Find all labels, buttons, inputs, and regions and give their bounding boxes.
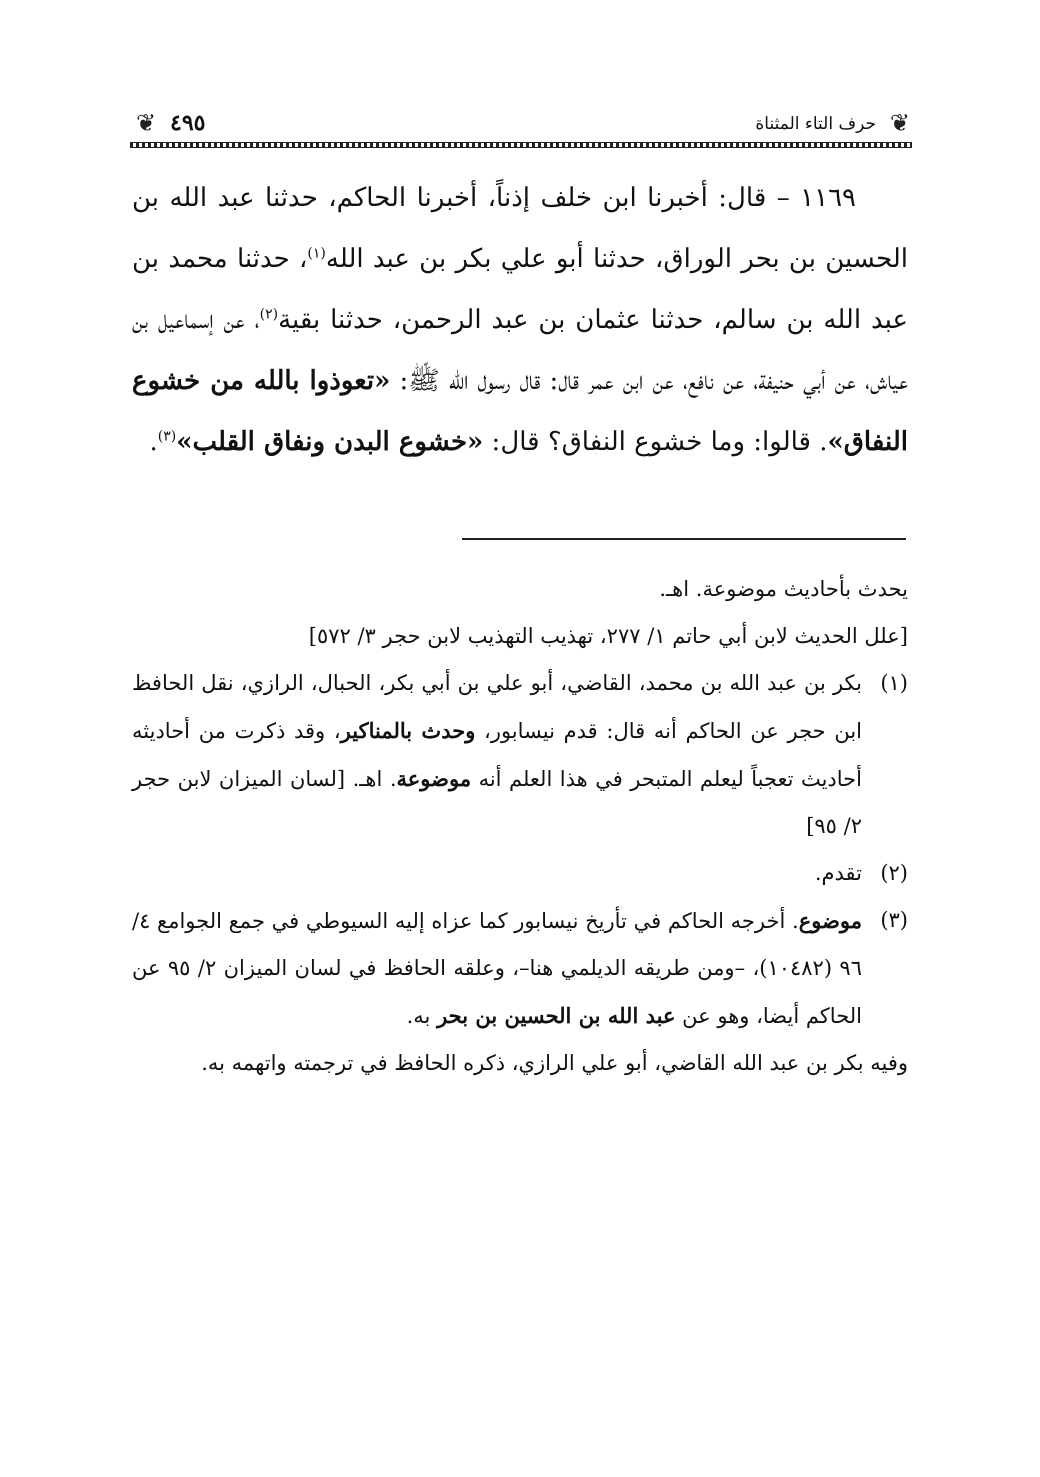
chapter-title: حرف التاء المثناة bbox=[755, 114, 876, 134]
footnote-divider bbox=[462, 538, 906, 540]
hadith-segment: ، حدثنا محمد بن عبد الله بن سالم، حدثنا عثمان بن عبد الرحمن، حدثنا بقية bbox=[132, 244, 908, 335]
continued-footnote-line: يحدث بأحاديث موضوعة. اهـ. bbox=[659, 577, 908, 601]
left-ornament-icon: ❦ bbox=[136, 109, 157, 137]
page-number: ٤٩٥ bbox=[170, 110, 206, 136]
footnote-2 bbox=[132, 850, 908, 897]
hadith-paragraph bbox=[132, 168, 908, 473]
footnote-emphasis: موضوعة bbox=[396, 766, 472, 791]
footnote-emphasis: وحدث بالمناكير bbox=[340, 718, 476, 743]
footnote-ref-2[interactable]: (٢) bbox=[259, 306, 279, 323]
footnote-text: به. bbox=[406, 1004, 438, 1028]
hadith-text bbox=[132, 168, 908, 473]
footnotes bbox=[132, 566, 908, 1087]
hadith-segment: ١١٦٩ – قال: أخبرنا ابن خلف إذناً، أخبرنا الحاكم، حدثنا عبد الله بن الحسين بن بحر الوراق، حدثنا أبو علي بكر بن عبد الله bbox=[132, 183, 908, 274]
hadith-segment: ، عن إسماعيل بن عياش، عن أبي حنيفة، عن نافع، عن ابن عمر قال: قال رسول الله ﷺ: bbox=[132, 305, 909, 396]
footnote-ref-3[interactable]: (٣) bbox=[157, 428, 177, 445]
footnote-text: . أخرجه الحاكم في تأريخ نيسابور كما عزاه إليه السيوطي في جمع الجوامع ٤/ ٩٦ (١٠٤٨٢)، –ومن طريقه الديلمي هنا–، وعلقه الحافظ في لسان الميزان ٢/ ٩٥ عن الحاكم أيضا، وهو عن bbox=[132, 909, 862, 1028]
right-ornament-icon: ❦ bbox=[889, 109, 910, 137]
footnote-1-number: (١) bbox=[880, 671, 908, 695]
footnote-text: بكر بن عبد الله بن محمد، القاضي، أبو علي بن أبي بكر، الحبال، الرازي، نقل الحافظ ابن حجر عن الحاكم أنه قال: قدم نيسابور، bbox=[132, 671, 862, 743]
footnote-3 bbox=[132, 897, 908, 1040]
footnote-verdict: موضوع bbox=[798, 908, 862, 933]
footnote-2-body: تقدم. bbox=[814, 861, 862, 885]
hadith-answer-quote: «خشوع البدن ونفاق القلب» bbox=[176, 427, 484, 457]
hadith-segment: . bbox=[149, 427, 158, 457]
footnote-text: ، وقد ذكرت من أحاديثه أحاديث تعجباً ليعلم المتبحر في هذا العلم أنه bbox=[132, 719, 862, 791]
footnote-3-body bbox=[132, 897, 862, 1040]
hadith-quote: «تعوذوا بالله من خشوع النفاق» bbox=[132, 366, 908, 457]
footnote-3-continuation: وفيه بكر بن عبد الله القاضي، أبو علي الرازي، ذكره الحافظ في ترجمته واتهمه به. bbox=[201, 1051, 908, 1075]
hadith-segment: . قالوا: وما خشوع النفاق؟ قال: bbox=[483, 427, 828, 457]
footnote-2-number: (٢) bbox=[880, 861, 908, 885]
footnote-1 bbox=[132, 660, 908, 850]
footnote-3-number: (٣) bbox=[880, 908, 908, 932]
footnote-emphasis: عبد الله بن الحسين بن بحر bbox=[437, 1003, 676, 1028]
footnote-ref-1[interactable]: (١) bbox=[307, 245, 326, 262]
footnote-1-body bbox=[132, 660, 862, 850]
header-divider bbox=[130, 142, 912, 148]
page-header bbox=[130, 108, 912, 148]
footnote-text: . اهـ. [لسان الميزان لابن حجر ٢/ ٩٥] bbox=[132, 767, 862, 838]
continued-footnote-reference: [علل الحديث لابن أبي حاتم ١/ ٢٧٧، تهذيب التهذيب لابن حجر ٣/ ٥٧٢] bbox=[308, 624, 908, 648]
